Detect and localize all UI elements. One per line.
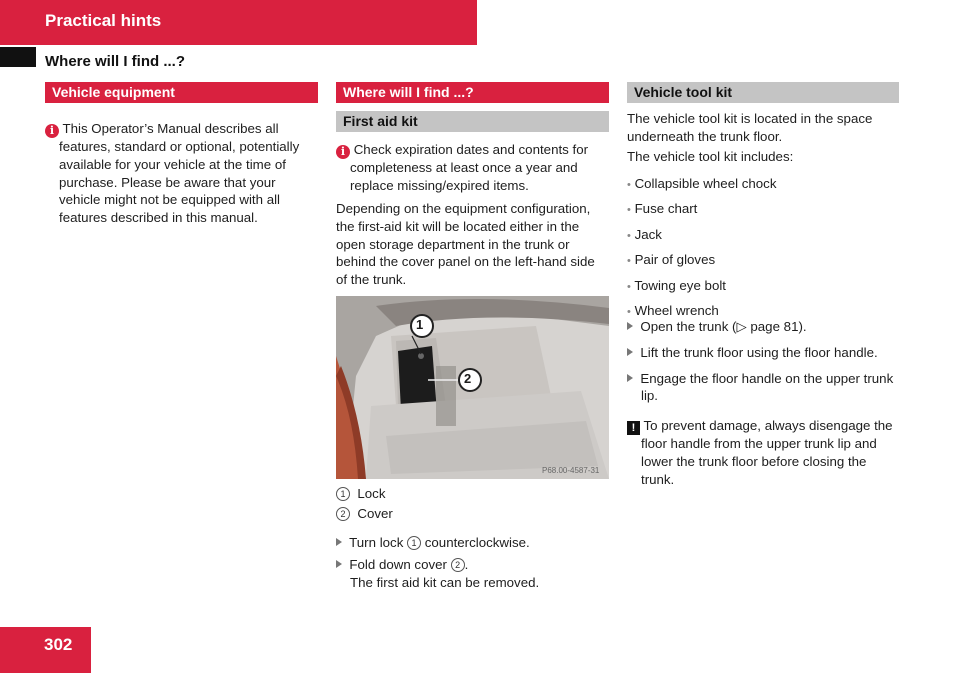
info-line: This Operator’s Manual describes all: [62, 121, 279, 136]
legend-label: Lock: [357, 486, 386, 501]
paragraph-line: Depending on the equipment configuration,: [336, 201, 591, 216]
where-will-i-find-heading: Where will I find ...?: [336, 82, 609, 103]
step-text: The first aid kit can be removed.: [350, 574, 540, 590]
callout-number: 1: [407, 536, 421, 550]
paragraph-line: of the trunk.: [336, 272, 407, 288]
step-text: Turn lock: [349, 535, 404, 550]
tool-kit-warning: [627, 417, 912, 488]
list-item-label: Towing eye bolt: [634, 277, 726, 293]
step-arrow-icon: [627, 348, 633, 356]
info-line: features, standard or optional, potentially: [59, 139, 300, 154]
vehicle-equipment-info: [45, 120, 323, 227]
warning-line: floor handle from the upper trunk lip and: [641, 436, 877, 451]
warning-line: lower the trunk floor before closing the: [641, 453, 867, 469]
step-text: counterclockwise.: [424, 535, 530, 550]
info-icon: i: [336, 145, 350, 159]
step-text: Fold down cover: [349, 556, 447, 572]
step-text: lip.: [641, 388, 658, 404]
step-arrow-icon: [627, 374, 633, 382]
section-tab-marker: [0, 47, 36, 67]
step-item: [627, 370, 912, 388]
step-text: Engage the floor handle on the upper trunk: [640, 370, 894, 386]
vehicle-tool-kit-heading: Vehicle tool kit: [627, 82, 899, 103]
list-item-label: Pair of gloves: [634, 252, 716, 268]
first-aid-info: [336, 141, 614, 195]
step-arrow-icon: [336, 538, 342, 546]
step-item: [336, 534, 611, 552]
list-item: • Wheel wrench: [627, 303, 719, 319]
list-item-label: Collapsible wheel chock: [634, 176, 777, 191]
callout-number: 2: [451, 558, 465, 572]
step-text: Lift the trunk floor using the floor handle.: [640, 344, 878, 360]
info-line: purchase. Please be aware that your: [59, 174, 276, 190]
list-item: • Towing eye bolt: [627, 277, 726, 293]
list-item: • Fuse chart: [627, 201, 698, 217]
chapter-title: Practical hints: [45, 11, 162, 30]
step-arrow-icon: [627, 322, 633, 330]
callout-1: 1: [416, 317, 424, 332]
paragraph-line: underneath the trunk floor.: [627, 128, 783, 144]
first-aid-location-paragraph: [336, 200, 616, 289]
tool-kit-intro: [627, 110, 912, 165]
step-text: .: [464, 556, 469, 572]
paragraph-line: open storage department in the trunk or: [336, 236, 570, 252]
step-arrow-icon: [336, 560, 342, 568]
info-line: features described in this manual.: [59, 210, 258, 226]
first-aid-steps: [336, 534, 611, 591]
info-line: available for your vehicle at the time of: [59, 156, 286, 172]
step-item: [627, 318, 912, 336]
legend-item: [336, 484, 606, 504]
list-item-label: Jack: [634, 226, 662, 242]
image-code: P68.00-4587-31: [542, 466, 600, 475]
legend-item: [336, 504, 606, 524]
warning-line: To prevent damage, always disengage the: [643, 418, 893, 433]
callout-2: 2: [464, 371, 472, 386]
trunk-photo: [336, 296, 609, 479]
list-item-label: Wheel wrench: [634, 303, 719, 319]
step-item: [336, 556, 611, 574]
section-title: Where will I find ...?: [45, 53, 186, 70]
paragraph-line: The vehicle tool kit includes:: [627, 148, 794, 164]
vehicle-equipment-heading: Vehicle equipment: [45, 82, 318, 103]
warning-line: trunk.: [641, 471, 675, 487]
list-item: • Collapsible wheel chock: [627, 176, 777, 191]
info-line: Check expiration dates and contents for: [353, 142, 589, 157]
list-item: • Jack: [627, 226, 662, 242]
list-item-label: Fuse chart: [634, 201, 698, 217]
step-item: [627, 344, 912, 362]
info-line: vehicle might not be equipped with all: [59, 192, 281, 208]
tool-kit-list: [627, 172, 912, 324]
page-number: 302: [44, 635, 73, 654]
callout-number: 2: [336, 507, 350, 521]
warning-icon: !: [627, 421, 640, 435]
paragraph-line: behind the cover panel on the left-hand side: [336, 254, 595, 270]
paragraph-line: The vehicle tool kit is located in the space: [627, 111, 873, 126]
info-line: completeness at least once a year and: [350, 160, 578, 175]
legend: [336, 484, 606, 524]
info-icon: i: [45, 124, 59, 138]
tool-kit-steps: [627, 318, 912, 405]
first-aid-kit-heading: First aid kit: [336, 111, 609, 132]
paragraph-line: the first-aid kit will be located either in the: [336, 218, 580, 234]
step-text: Open the trunk (▷ page 81).: [640, 319, 807, 334]
legend-label: Cover: [357, 506, 393, 521]
list-item: • Pair of gloves: [627, 252, 716, 268]
info-line: replace missing/expired items.: [350, 177, 529, 193]
callout-number: 1: [336, 487, 350, 501]
